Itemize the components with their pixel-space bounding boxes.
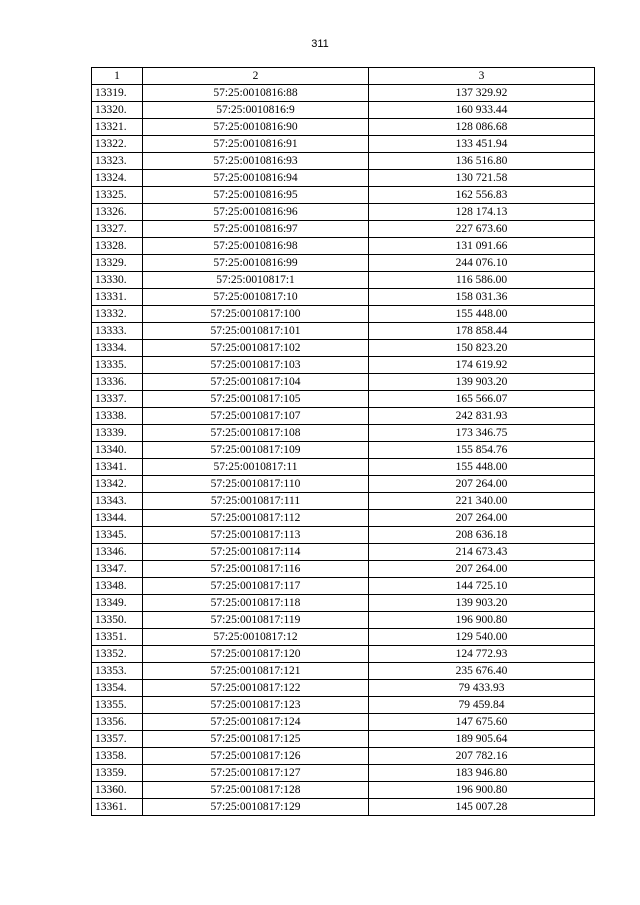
table-row: [92, 561, 595, 578]
row-number-cell: 13320.: [92, 102, 143, 119]
row-number-cell: 13330.: [92, 272, 143, 289]
row-number-cell: 13351.: [92, 629, 143, 646]
value-cell: 173 346.75: [369, 425, 595, 442]
table-body: [92, 85, 595, 816]
value-cell: 207 264.00: [369, 561, 595, 578]
cadastral-number-cell: 57:25:0010817:114: [143, 544, 369, 561]
row-number-cell: 13346.: [92, 544, 143, 561]
value-cell: 178 858.44: [369, 323, 595, 340]
cadastral-number-cell: 57:25:0010816:97: [143, 221, 369, 238]
row-number-cell: 13327.: [92, 221, 143, 238]
row-number-cell: 13329.: [92, 255, 143, 272]
table-row: [92, 289, 595, 306]
value-cell: 131 091.66: [369, 238, 595, 255]
row-number-cell: 13360.: [92, 782, 143, 799]
row-number-cell: 13359.: [92, 765, 143, 782]
value-cell: 208 636.18: [369, 527, 595, 544]
row-number-cell: 13328.: [92, 238, 143, 255]
cadastral-number-cell: 57:25:0010817:122: [143, 680, 369, 697]
value-cell: 189 905.64: [369, 731, 595, 748]
table-row: [92, 476, 595, 493]
table-row: [92, 765, 595, 782]
row-number-cell: 13334.: [92, 340, 143, 357]
table-row: [92, 238, 595, 255]
row-number-cell: 13331.: [92, 289, 143, 306]
cadastral-number-cell: 57:25:0010817:113: [143, 527, 369, 544]
row-number-cell: 13337.: [92, 391, 143, 408]
table-row: [92, 799, 595, 816]
table-row: [92, 680, 595, 697]
value-cell: 139 903.20: [369, 595, 595, 612]
table-row: [92, 544, 595, 561]
row-number-cell: 13333.: [92, 323, 143, 340]
table-row: [92, 663, 595, 680]
table-row: [92, 493, 595, 510]
cadastral-number-cell: 57:25:0010817:12: [143, 629, 369, 646]
table-row: [92, 136, 595, 153]
row-number-cell: 13321.: [92, 119, 143, 136]
cadastral-number-cell: 57:25:0010817:111: [143, 493, 369, 510]
cadastral-number-cell: 57:25:0010817:126: [143, 748, 369, 765]
row-number-cell: 13348.: [92, 578, 143, 595]
table-row: [92, 153, 595, 170]
value-cell: 147 675.60: [369, 714, 595, 731]
cadastral-number-cell: 57:25:0010816:96: [143, 204, 369, 221]
table-row: [92, 187, 595, 204]
table-row: [92, 391, 595, 408]
row-number-cell: 13356.: [92, 714, 143, 731]
page-number: 311: [311, 38, 329, 50]
cadastral-number-cell: 57:25:0010817:117: [143, 578, 369, 595]
value-cell: 137 329.92: [369, 85, 595, 102]
cadastral-number-cell: 57:25:0010817:100: [143, 306, 369, 323]
row-number-cell: 13357.: [92, 731, 143, 748]
value-cell: 79 433.93: [369, 680, 595, 697]
value-cell: 196 900.80: [369, 782, 595, 799]
value-cell: 196 900.80: [369, 612, 595, 629]
value-cell: 124 772.93: [369, 646, 595, 663]
table-row: [92, 782, 595, 799]
table-row: [92, 697, 595, 714]
cadastral-number-cell: 57:25:0010816:98: [143, 238, 369, 255]
table-row: [92, 323, 595, 340]
table-row: [92, 408, 595, 425]
cadastral-number-cell: 57:25:0010816:95: [143, 187, 369, 204]
table-row: [92, 714, 595, 731]
value-cell: 235 676.40: [369, 663, 595, 680]
cadastral-number-cell: 57:25:0010817:124: [143, 714, 369, 731]
row-number-cell: 13338.: [92, 408, 143, 425]
cadastral-number-cell: 57:25:0010816:93: [143, 153, 369, 170]
row-number-cell: 13319.: [92, 85, 143, 102]
table-row: [92, 629, 595, 646]
value-cell: 162 556.83: [369, 187, 595, 204]
cadastral-number-cell: 57:25:0010816:88: [143, 85, 369, 102]
value-cell: 227 673.60: [369, 221, 595, 238]
row-number-cell: 13353.: [92, 663, 143, 680]
row-number-cell: 13340.: [92, 442, 143, 459]
row-number-cell: 13343.: [92, 493, 143, 510]
table-row: [92, 85, 595, 102]
header-row: [92, 68, 595, 85]
cadastral-number-cell: 57:25:0010817:121: [143, 663, 369, 680]
cadastral-number-cell: 57:25:0010817:118: [143, 595, 369, 612]
cadastral-number-cell: 57:25:0010816:90: [143, 119, 369, 136]
value-cell: 165 566.07: [369, 391, 595, 408]
value-cell: 145 007.28: [369, 799, 595, 816]
column-header-cadastral-number: 2: [143, 68, 369, 85]
row-number-cell: 13358.: [92, 748, 143, 765]
value-cell: 160 933.44: [369, 102, 595, 119]
row-number-cell: 13349.: [92, 595, 143, 612]
row-number-cell: 13325.: [92, 187, 143, 204]
cadastral-number-cell: 57:25:0010816:99: [143, 255, 369, 272]
cadastral-number-cell: 57:25:0010817:119: [143, 612, 369, 629]
value-cell: 221 340.00: [369, 493, 595, 510]
value-cell: 214 673.43: [369, 544, 595, 561]
table-row: [92, 357, 595, 374]
table-row: [92, 612, 595, 629]
row-number-cell: 13361.: [92, 799, 143, 816]
value-cell: 136 516.80: [369, 153, 595, 170]
table-row: [92, 527, 595, 544]
row-number-cell: 13335.: [92, 357, 143, 374]
cadastral-number-cell: 57:25:0010816:9: [143, 102, 369, 119]
data-table: [91, 67, 595, 816]
row-number-cell: 13341.: [92, 459, 143, 476]
row-number-cell: 13344.: [92, 510, 143, 527]
row-number-cell: 13350.: [92, 612, 143, 629]
table-row: [92, 731, 595, 748]
value-cell: 183 946.80: [369, 765, 595, 782]
cadastral-number-cell: 57:25:0010817:108: [143, 425, 369, 442]
cadastral-number-cell: 57:25:0010816:94: [143, 170, 369, 187]
cadastral-number-cell: 57:25:0010817:11: [143, 459, 369, 476]
value-cell: 79 459.84: [369, 697, 595, 714]
cadastral-number-cell: 57:25:0010817:107: [143, 408, 369, 425]
value-cell: 242 831.93: [369, 408, 595, 425]
row-number-cell: 13322.: [92, 136, 143, 153]
value-cell: 128 086.68: [369, 119, 595, 136]
cadastral-number-cell: 57:25:0010817:110: [143, 476, 369, 493]
value-cell: 155 854.76: [369, 442, 595, 459]
table-row: [92, 255, 595, 272]
row-number-cell: 13324.: [92, 170, 143, 187]
table-row: [92, 442, 595, 459]
value-cell: 207 264.00: [369, 510, 595, 527]
cadastral-number-cell: 57:25:0010816:91: [143, 136, 369, 153]
row-number-cell: 13355.: [92, 697, 143, 714]
table-row: [92, 595, 595, 612]
cadastral-number-cell: 57:25:0010817:120: [143, 646, 369, 663]
table-row: [92, 102, 595, 119]
column-header-number: 1: [92, 68, 143, 85]
row-number-cell: 13347.: [92, 561, 143, 578]
table-row: [92, 578, 595, 595]
value-cell: 207 782.16: [369, 748, 595, 765]
table-row: [92, 510, 595, 527]
cadastral-number-cell: 57:25:0010817:109: [143, 442, 369, 459]
table-header: [92, 68, 595, 85]
value-cell: 116 586.00: [369, 272, 595, 289]
cadastral-number-cell: 57:25:0010817:104: [143, 374, 369, 391]
value-cell: 150 823.20: [369, 340, 595, 357]
cadastral-number-cell: 57:25:0010817:101: [143, 323, 369, 340]
cadastral-number-cell: 57:25:0010817:116: [143, 561, 369, 578]
value-cell: 155 448.00: [369, 459, 595, 476]
cadastral-number-cell: 57:25:0010817:125: [143, 731, 369, 748]
table-row: [92, 119, 595, 136]
cadastral-number-cell: 57:25:0010817:105: [143, 391, 369, 408]
table-row: [92, 425, 595, 442]
row-number-cell: 13326.: [92, 204, 143, 221]
cadastral-number-cell: 57:25:0010817:123: [143, 697, 369, 714]
value-cell: 144 725.10: [369, 578, 595, 595]
table-row: [92, 221, 595, 238]
table-row: [92, 272, 595, 289]
row-number-cell: 13323.: [92, 153, 143, 170]
table-row: [92, 170, 595, 187]
cadastral-number-cell: 57:25:0010817:127: [143, 765, 369, 782]
table-row: [92, 374, 595, 391]
table-row: [92, 340, 595, 357]
table-row: [92, 748, 595, 765]
value-cell: 158 031.36: [369, 289, 595, 306]
table-row: [92, 646, 595, 663]
row-number-cell: 13339.: [92, 425, 143, 442]
row-number-cell: 13342.: [92, 476, 143, 493]
cadastral-number-cell: 57:25:0010817:102: [143, 340, 369, 357]
value-cell: 133 451.94: [369, 136, 595, 153]
value-cell: 244 076.10: [369, 255, 595, 272]
table-row: [92, 204, 595, 221]
value-cell: 155 448.00: [369, 306, 595, 323]
cadastral-number-cell: 57:25:0010817:129: [143, 799, 369, 816]
value-cell: 139 903.20: [369, 374, 595, 391]
cadastral-number-cell: 57:25:0010817:1: [143, 272, 369, 289]
cadastral-number-cell: 57:25:0010817:128: [143, 782, 369, 799]
cadastral-number-cell: 57:25:0010817:103: [143, 357, 369, 374]
cadastral-number-cell: 57:25:0010817:10: [143, 289, 369, 306]
table-row: [92, 306, 595, 323]
row-number-cell: 13354.: [92, 680, 143, 697]
table-row: [92, 459, 595, 476]
column-header-value: 3: [369, 68, 595, 85]
cadastral-number-cell: 57:25:0010817:112: [143, 510, 369, 527]
value-cell: 130 721.58: [369, 170, 595, 187]
row-number-cell: 13352.: [92, 646, 143, 663]
row-number-cell: 13345.: [92, 527, 143, 544]
value-cell: 207 264.00: [369, 476, 595, 493]
value-cell: 128 174.13: [369, 204, 595, 221]
row-number-cell: 13332.: [92, 306, 143, 323]
row-number-cell: 13336.: [92, 374, 143, 391]
value-cell: 129 540.00: [369, 629, 595, 646]
value-cell: 174 619.92: [369, 357, 595, 374]
